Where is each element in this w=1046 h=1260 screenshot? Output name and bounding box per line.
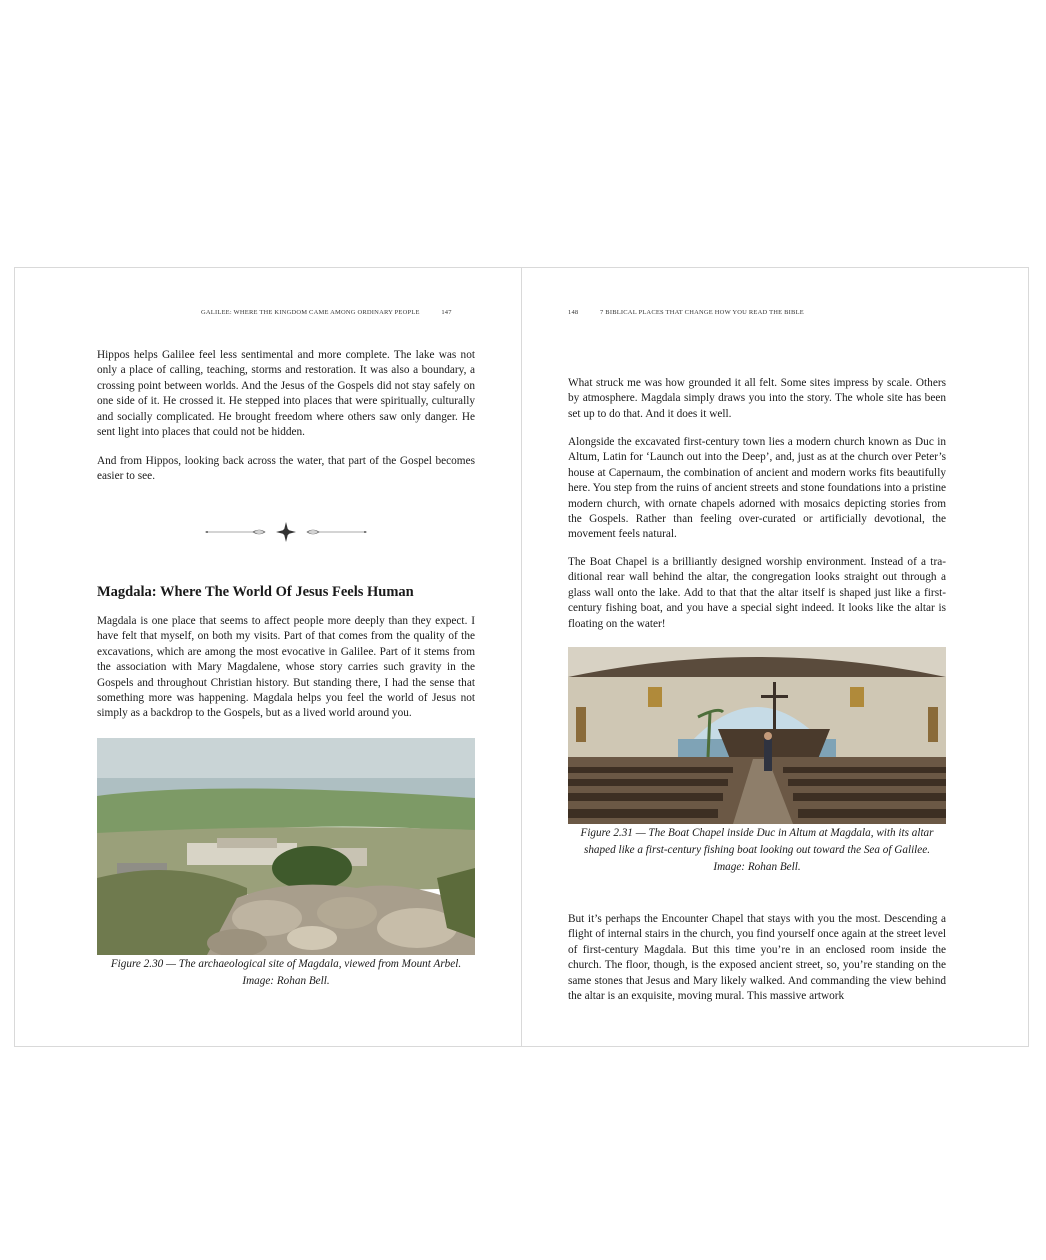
body-paragraph: Hippos helps Galilee feel less sentimental and more complete. The lake was not only a place of calling, teaching, storms and restoration. It was also a boundary, a crossing point between worlds. And the Jesus of the Gospels did not stay safely on one side of it. He crossed it. He stepped into places that were spiritually, culturally and socially complicated. He brought freedom where others saw only danger. He sent light into places that could not be hidden. bbox=[97, 349, 475, 439]
body-paragraph: The Boat Chapel is a brilliantly designed worship environment. Instead of a traditional rear wall behind the altar, the congregation looks straight out through a glass wall onto the lake. Add to that that the altar itself is shaped just like a first-century fishing boat, and you have a special sight indeed. It looks like the altar is floating on the water! bbox=[568, 556, 946, 630]
right-page bbox=[521, 267, 1029, 1047]
running-head-title: GALILEE: WHERE THE KINGDOM CAME AMONG ORDINARY PEOPLE bbox=[201, 309, 420, 316]
figure-credit: Image: Rohan Bell. bbox=[242, 975, 330, 987]
section-paragraph: Magdala is one place that seems to affect people more deeply than they expect. I have felt that myself, on both my visits. Part of that comes from the quality of the excavations, which are among the most evocative in Galilee. Part of it stems from the association with Mary Magdalene, whose story carries such gravity in the Gospels and throughout Christian history. But standing there, I had the sense that something more was happening. Magdala helps you feel the world of Jesus not simply as a backdrop to the Gospels, but as a lived world around you. bbox=[97, 615, 475, 720]
body-paragraph: Alongside the excavated first-century town lies a modern church known as Duc in Altum, Latin for ‘Launch out into the Deep’, and, just as at the church over Peter’s house at Capernaum, the combination of ancient and modern works fits beautifully here. You step from the ruins of ancient streets and stone foundations into a pristine modern church, with ornate chapels adorned with mosaics depicting stories from the Gospels. Rather than feeling over-curated or artificially devotional, the movement feels natural. bbox=[568, 436, 946, 541]
body-paragraph: And from Hippos, looking back across the water, that part of the Gospel becomes easier to see. bbox=[97, 455, 475, 483]
figure-caption bbox=[97, 956, 475, 990]
page-number: 147 bbox=[441, 309, 452, 316]
section-heading: Magdala: Where The World Of Jesus Feels Human bbox=[97, 584, 414, 600]
boat-chapel-photo bbox=[568, 647, 946, 824]
page-number: 148 bbox=[568, 309, 579, 316]
figure-caption-text: Figure 2.30 — The archaeological site of Magdala, viewed from Mount Arbel. bbox=[110, 958, 462, 970]
body-paragraph: What struck me was how grounded it all felt. Some sites impress by scale. Others by atmosphere. Magdala simply draws you into the story. The whole site has been set up to do that. And it does it well. bbox=[568, 377, 946, 420]
figure-credit: Image: Rohan Bell. bbox=[713, 861, 801, 873]
running-head-title: 7 BIBLICAL PLACES THAT CHANGE HOW YOU READ THE BIBLE bbox=[600, 309, 804, 316]
left-page bbox=[14, 267, 522, 1047]
body-paragraph: But it’s perhaps the Encounter Chapel that stays with you the most. Descending a flight of internal stairs in the church, you find yourself once again at the street level of first-century Magdala. But this time you’re in an enclosed room inside the church. The floor, though, is the exposed ancient street, so, you’re standing on the same stones that Jesus and Mary likely walked. And commanding the view behind the altar is an exquisite, moving mural. This massive artwork bbox=[568, 913, 946, 1003]
compass-star-divider-icon bbox=[203, 521, 369, 543]
figure-caption-text: Figure 2.31 — The Boat Chapel inside Duc in Altum at Magdala, with its altar bbox=[580, 827, 934, 839]
magdala-aerial-photo bbox=[97, 738, 475, 955]
running-head-left bbox=[201, 309, 452, 316]
figure-caption-text: shaped like a first-century fishing boat looking out toward the Sea of Galilee. bbox=[583, 844, 931, 856]
figure-caption bbox=[568, 825, 946, 876]
running-head-right bbox=[568, 309, 804, 316]
